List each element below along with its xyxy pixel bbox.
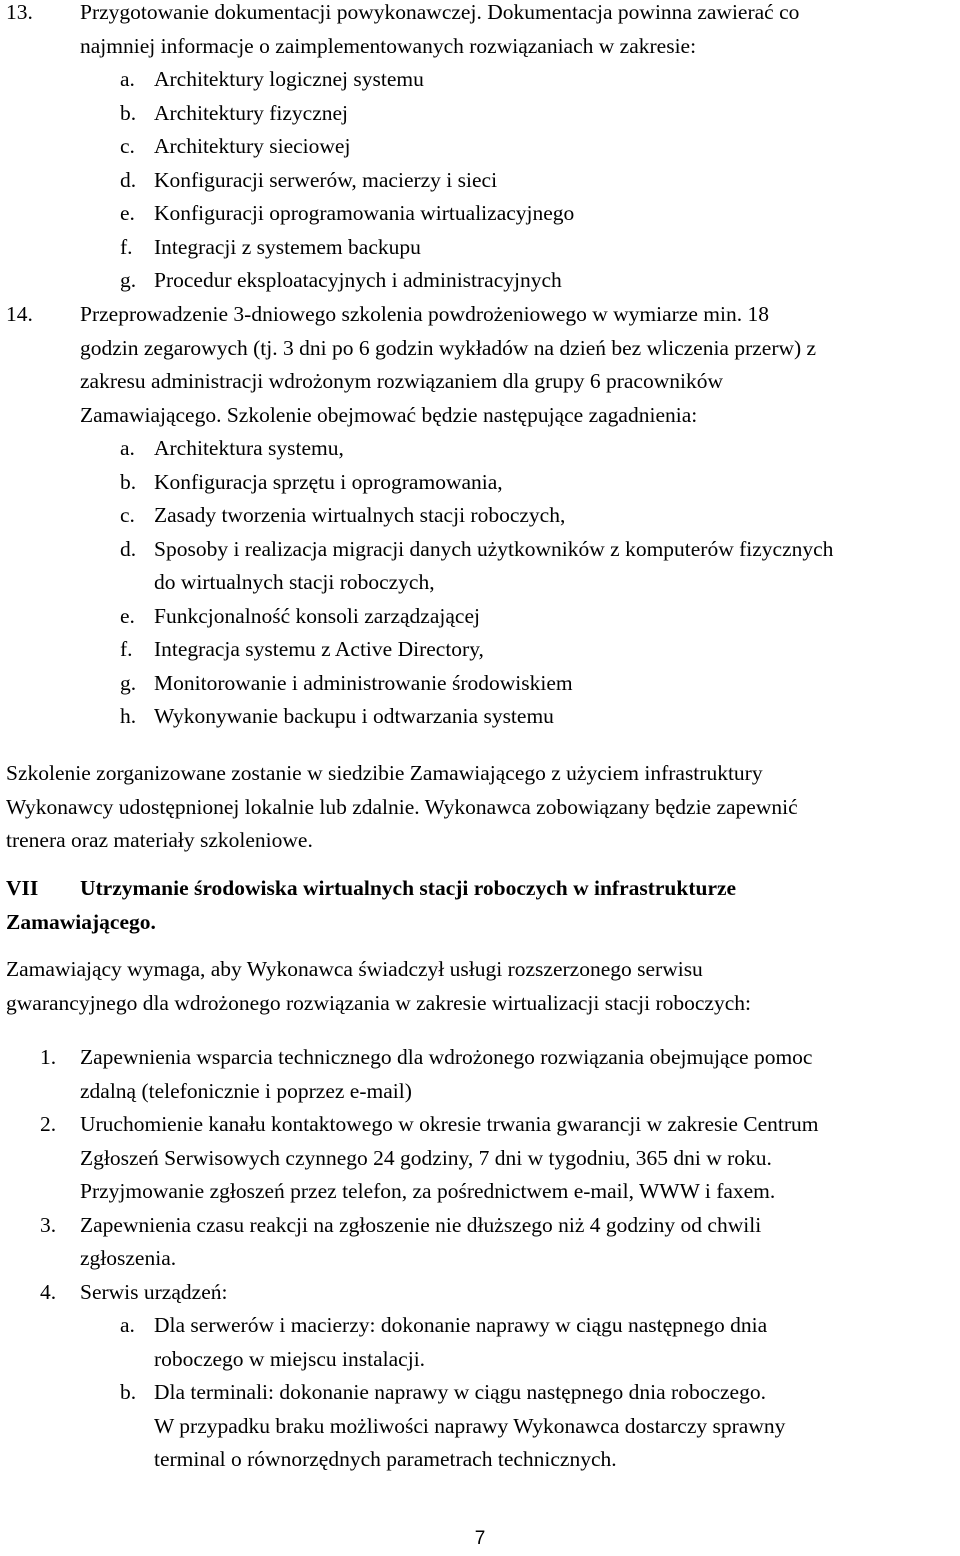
section-heading xyxy=(6,872,956,939)
paragraph-requirements xyxy=(6,953,956,1020)
sub-item: a. Architektury logicznej systemu xyxy=(120,67,424,91)
item-text-line: Przeprowadzenie 3-dniowego szkolenia powdrożeniowego w wymiarze min. 18 xyxy=(80,302,769,326)
sub-item: b. Dla terminali: dokonanie naprawy w ciągu następnego dnia roboczego. xyxy=(120,1380,766,1404)
item-text-line: zdalną (telefonicznie i poprzez e-mail) xyxy=(80,1078,412,1103)
item-text-line: godzin zegarowych (tj. 3 dni po 6 godzin wykładów na dzień bez wliczenia przerw) z xyxy=(80,335,817,360)
item-number: 13. xyxy=(6,0,33,24)
sub-item: e. Funkcjonalność konsoli zarządzającej xyxy=(120,603,480,628)
sub-item-continuation: terminal o równorzędnych parametrach technicznych. xyxy=(154,1447,617,1471)
item-number: 4. xyxy=(40,1279,57,1304)
item-text-line: Uruchomienie kanału kontaktowego w okresie trwania gwarancji w zakresie Centrum xyxy=(80,1112,819,1136)
item-text-line: najmniej informacje o zaimplementowanych rozwiązaniach w zakresie: xyxy=(80,33,697,58)
sub-item: b. Konfiguracja sprzętu i oprogramowania, xyxy=(120,469,503,494)
paragraph-line: Zamawiający wymaga, aby Wykonawca świadczył usługi rozszerzonego serwisu xyxy=(6,957,703,981)
item-text-line: Przyjmowanie zgłoszeń przez telefon, za pośrednictwem e-mail, WWW i faxem. xyxy=(80,1179,776,1203)
sub-item: f. Integracji z systemem backupu xyxy=(120,234,421,259)
sub-item: g. Monitorowanie i administrowanie środowiskiem xyxy=(120,670,573,695)
item-number: 1. xyxy=(40,1045,57,1069)
item-text-line: Przygotowanie dokumentacji powykonawczej. Dokumentacja powinna zawierać co xyxy=(80,0,800,24)
sub-item-continuation: W przypadku braku możliwości naprawy Wykonawca dostarczy sprawny xyxy=(154,1413,786,1438)
sub-item-continuation: do wirtualnych stacji roboczych, xyxy=(154,570,435,594)
sub-item: a. Dla serwerów i macierzy: dokonanie naprawy w ciągu następnego dnia xyxy=(120,1313,768,1337)
sub-item: h. Wykonywanie backupu i odtwarzania systemu xyxy=(120,704,554,728)
sub-item: a. Architektura systemu, xyxy=(120,436,344,460)
section-number: VII xyxy=(6,876,39,900)
sub-item: f. Integracja systemu z Active Directory, xyxy=(120,637,484,661)
item-text-line: Serwis urządzeń: xyxy=(80,1279,228,1304)
list-item-14 xyxy=(6,298,956,734)
paragraph-line: gwarancyjnego dla wdrożonego rozwiązania w zakresie wirtualizacji stacji roboczych: xyxy=(6,990,751,1015)
section-title-cont: Zamawiającego. xyxy=(6,909,156,934)
sub-item: d. Sposoby i realizacja migracji danych użytkowników z komputerów fizycznych xyxy=(120,536,834,561)
item-text-line: Zamawiającego. Szkolenie obejmować będzie następujące zagadnienia: xyxy=(80,402,698,427)
section-title: Utrzymanie środowiska wirtualnych stacji roboczych w infrastrukturze xyxy=(80,876,737,900)
list-item-13 xyxy=(6,0,956,298)
item-number: 3. xyxy=(40,1212,57,1237)
item-text-line: zakresu administracji wdrożonym rozwiązaniem dla grupy 6 pracowników xyxy=(80,369,723,393)
paragraph-training xyxy=(6,757,956,858)
sub-item: b. Architektury fizycznej xyxy=(120,100,349,125)
item-number: 14. xyxy=(6,302,33,326)
sub-item: c. Zasady tworzenia wirtualnych stacji roboczych, xyxy=(120,503,566,527)
item-text-line: Zgłoszeń Serwisowych czynnego 24 godziny, 7 dni w tygodniu, 365 dni w roku. xyxy=(80,1145,772,1170)
paragraph-line: Wykonawcy udostępnionej lokalnie lub zdalnie. Wykonawca zobowiązany będzie zapewnić xyxy=(6,794,798,819)
page-number: 7 xyxy=(474,1528,486,1549)
paragraph-line: trenera oraz materiały szkoleniowe. xyxy=(6,828,313,852)
sub-item: c. Architektury sieciowej xyxy=(120,134,351,158)
sub-item-continuation: roboczego w miejscu instalacji. xyxy=(154,1346,426,1371)
sub-item: e. Konfiguracji oprogramowania wirtualizacyjnego xyxy=(120,201,575,225)
sub-item: g. Procedur eksploatacyjnych i administracyjnych xyxy=(120,268,562,292)
item-text-line: Zapewnienia wsparcia technicznego dla wdrożonego rozwiązania obejmujące pomoc xyxy=(80,1045,813,1069)
item-text-line: Zapewnienia czasu reakcji na zgłoszenie nie dłuższego niż 4 godziny od chwili xyxy=(80,1212,762,1237)
service-list xyxy=(6,1041,956,1477)
item-number: 2. xyxy=(40,1112,57,1136)
item-text-line: zgłoszenia. xyxy=(80,1246,177,1270)
sub-item: d. Konfiguracji serwerów, macierzy i sieci xyxy=(120,167,498,192)
paragraph-line: Szkolenie zorganizowane zostanie w siedzibie Zamawiającego z użyciem infrastruktury xyxy=(6,761,763,785)
